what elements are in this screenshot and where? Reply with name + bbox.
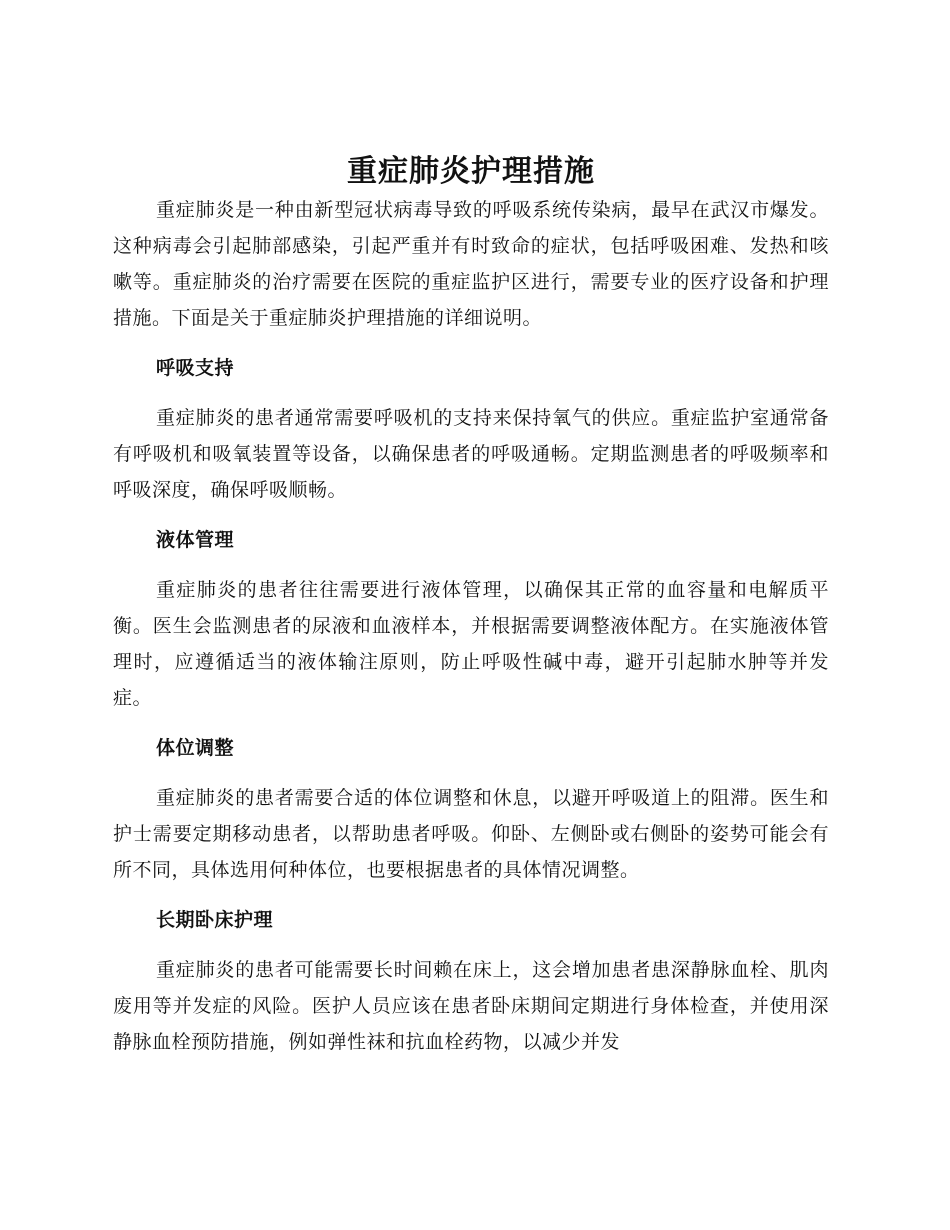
section-paragraph: 重症肺炎的患者需要合适的体位调整和休息，以避开呼吸道上的阻滞。医生和护士需要定期移动患者，以帮助患者呼吸。仰卧、左侧卧或右侧卧的姿势可能会有所不同，具体选用何种体位，也要根据患者的具体情况调整。 <box>113 787 829 881</box>
section-paragraph: 重症肺炎的患者可能需要长时间赖在床上，这会增加患者患深静脉血栓、肌肉废用等并发症的风险。医护人员应该在患者卧床期间定期进行身体检查，并使用深静脉血栓预防措施，例如弹性袜和抗血栓药物，以减少并发 <box>113 959 829 1053</box>
document-body <box>113 150 829 1060</box>
intro-paragraph: 重症肺炎是一种由新型冠状病毒导致的呼吸系统传染病，最早在武汉市爆发。这种病毒会引起肺部感染，引起严重并有时致命的症状，包括呼吸困难、发热和咳嗽等。重症肺炎的治疗需要在医院的重症监护区进行，需要专业的医疗设备和护理措施。下面是关于重症肺炎护理措施的详细说明。 <box>113 199 829 329</box>
section-fluid-management <box>113 522 829 716</box>
section-long-term-bed-care <box>113 902 829 1060</box>
section-heading: 体位调整 <box>156 737 235 759</box>
section-heading: 呼吸支持 <box>156 357 235 379</box>
section-position-adjustment <box>113 730 829 888</box>
section-respiratory-support <box>113 350 829 508</box>
section-paragraph: 重症肺炎的患者往往需要进行液体管理，以确保其正常的血容量和电解质平衡。医生会监测患者的尿液和血液样本，并根据需要调整液体配方。在实施液体管理时，应遵循适当的液体输注原则，防止呼吸性碱中毒，避开引起肺水肿等并发症。 <box>113 579 829 709</box>
section-paragraph: 重症肺炎的患者通常需要呼吸机的支持来保持氧气的供应。重症监护室通常备有呼吸机和吸氧装置等设备，以确保患者的呼吸通畅。定期监测患者的呼吸频率和呼吸深度，确保呼吸顺畅。 <box>113 407 829 501</box>
document-title: 重症肺炎护理措施 <box>347 154 595 189</box>
section-heading: 长期卧床护理 <box>156 909 274 931</box>
section-heading: 液体管理 <box>156 529 235 551</box>
